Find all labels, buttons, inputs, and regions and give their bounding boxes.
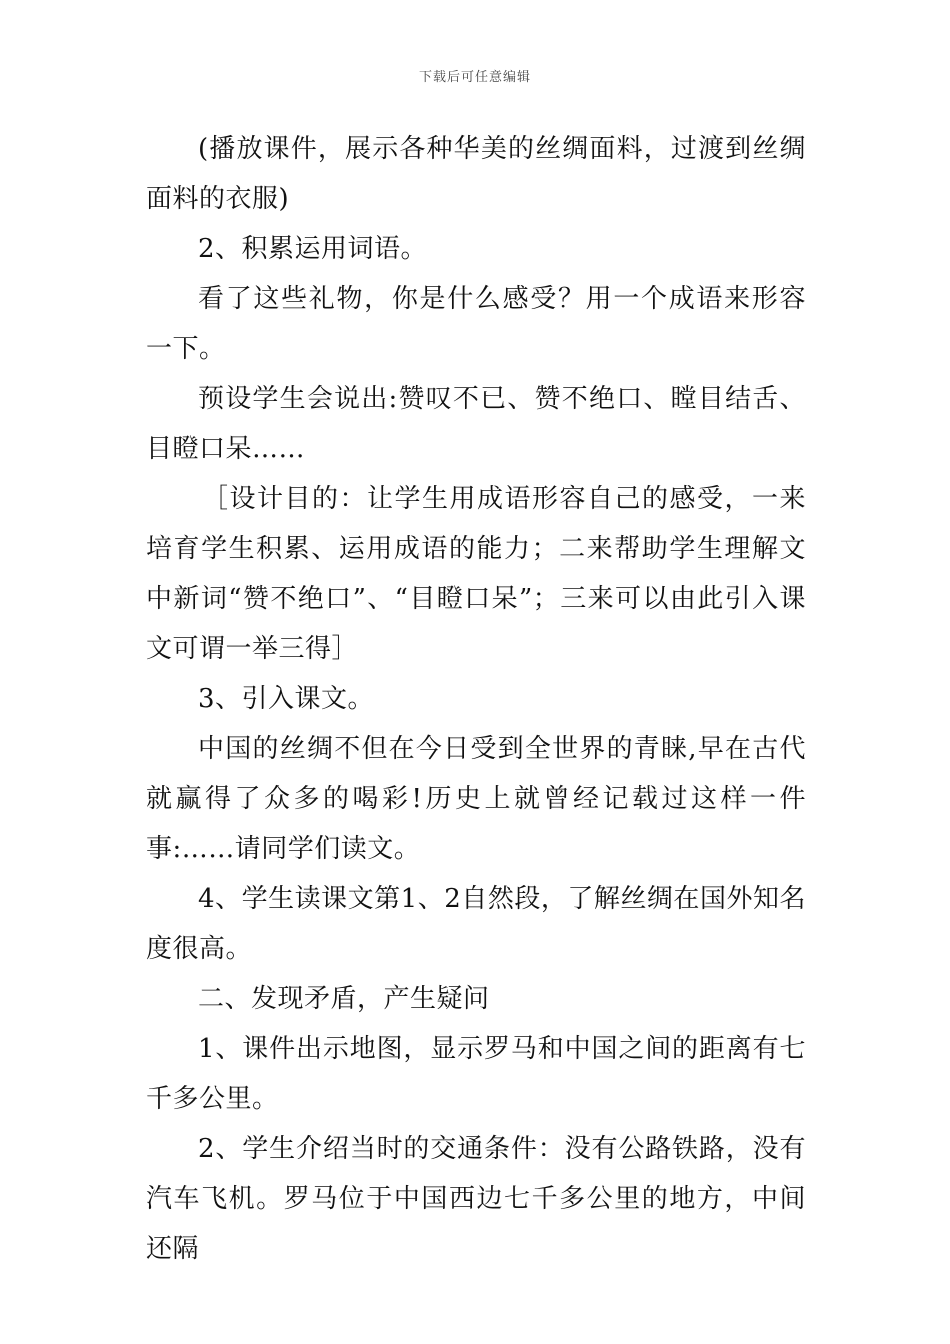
paragraph-course-display: (播放课件，展示各种华美的丝绸面料，过渡到丝绸面料的衣服) [146,134,806,214]
paragraph-map-display: 1、课件出示地图，显示罗马和中国之间的距离有七千多公里。 [146,1034,806,1114]
paragraph-transport-conditions: 2、学生介绍当时的交通条件：没有公路铁路，没有汽车飞机。罗马位于中国西边七千多公里的地方，中间还隔 [146,1134,806,1264]
paragraph-step-3-heading: 3、引入课文。 [198,684,375,714]
paragraph-design-purpose: ［设计目的：让学生用成语形容自己的感受，一来培育学生积累、运用成语的能力；二来帮助学生理解文中新词“赞不绝口”、“目瞪口呆”；三来可以由此引入课文可谓一举三得］ [146,484,806,664]
paragraph-step-2-heading: 2、积累运用词语。 [198,234,428,264]
paragraph-expected-answers: 预设学生会说出:赞叹不已、赞不绝口、瞠目结舌、目瞪口呆…… [146,384,806,464]
header-note: 下载后可任意编辑 [418,70,531,85]
paragraph-introduction: 中国的丝绸不但在今日受到全世界的青睐,早在古代就赢得了众多的喝彩!历史上就曾经记载过这样一件事:……请同学们读文。 [146,734,806,864]
paragraph-step-4: 4、学生读课文第1、2自然段，了解丝绸在国外知名度很高。 [146,884,806,964]
document-body [146,124,806,1274]
paragraph-question: 看了这些礼物，你是什么感受？用一个成语来形容一下。 [146,284,806,364]
paragraph-section-2-heading: 二、发现矛盾，产生疑问 [198,984,490,1014]
